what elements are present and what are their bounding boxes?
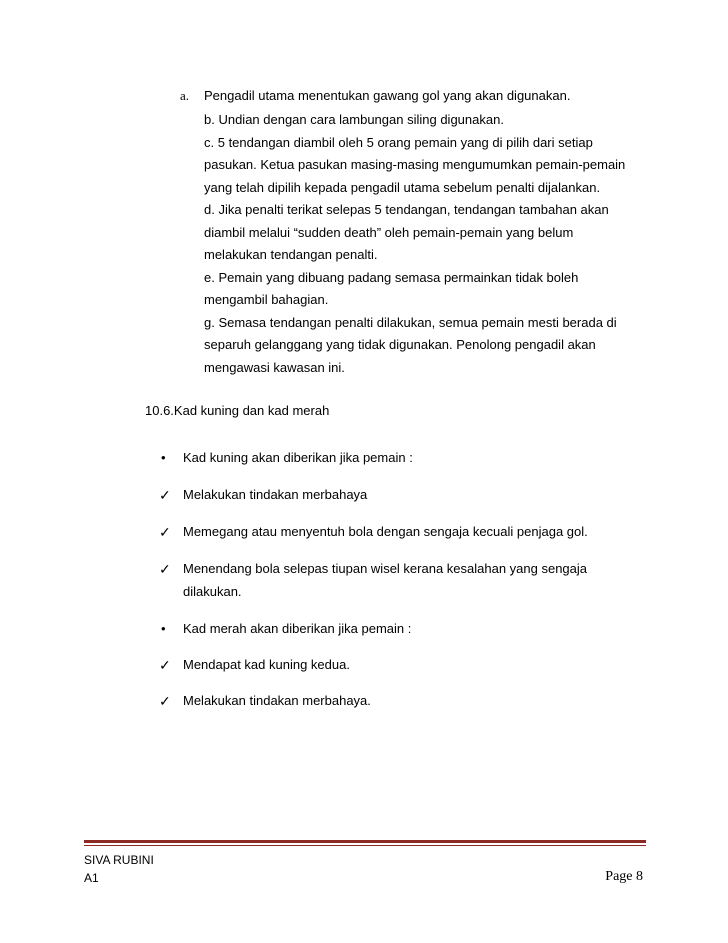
list-line: pasukan. Ketua pasukan masing-masing mengumumkan pemain-pemain [204, 157, 626, 172]
list-line: separuh gelanggang yang tidak digunakan. Penolong pengadil akan [204, 337, 596, 352]
list-line: d. Jika penalti terikat selepas 5 tendangan, tendangan tambahan akan [204, 202, 609, 217]
list-line: mengambil bahagian. [204, 292, 329, 307]
list-line: e. Pemain yang dibuang padang semasa permainkan tidak boleh [204, 270, 579, 285]
footer-author-name: SIVA RUBINI [84, 853, 154, 867]
list-line: c. 5 tendangan diambil oleh 5 orang pemain yang di pilih dari setiap [204, 135, 593, 150]
list-line: diambil melalui “sudden death” oleh pemain-pemain yang belum [204, 225, 574, 240]
list-line: g. Semasa tendangan penalti dilakukan, semua pemain mesti berada di [204, 315, 617, 330]
yellow-card-item: Melakukan tindakan merbahaya [183, 487, 368, 502]
section-heading: 10.6.Kad kuning dan kad merah [145, 403, 330, 418]
checkmark-icon: ✓ [159, 561, 171, 577]
page-number: Page 8 [605, 869, 643, 884]
yellow-card-intro: Kad kuning akan diberikan jika pemain : [183, 450, 413, 465]
footer-rule-thick [84, 840, 646, 843]
list-line: b. Undian dengan cara lambungan siling digunakan. [204, 112, 504, 127]
checkmark-icon: ✓ [159, 693, 171, 709]
checkmark-icon: ✓ [159, 657, 171, 673]
list-line-a: Pengadil utama menentukan gawang gol yang akan digunakan. [204, 88, 571, 103]
yellow-card-item-continued: dilakukan. [183, 584, 242, 599]
list-marker-a: a. [180, 88, 190, 103]
list-line: melakukan tendangan penalti. [204, 247, 378, 262]
list-line: yang telah dipilih kepada pengadil utama sebelum penalti dijalankan. [204, 180, 601, 195]
red-card-intro: Kad merah akan diberikan jika pemain : [183, 621, 412, 636]
footer-class: A1 [84, 871, 99, 885]
bullet-icon: • [161, 621, 166, 636]
footer-rule-thin [84, 845, 646, 846]
red-card-item: Melakukan tindakan merbahaya. [183, 693, 371, 708]
yellow-card-item: Menendang bola selepas tiupan wisel kerana kesalahan yang sengaja [183, 561, 588, 576]
list-line: mengawasi kawasan ini. [204, 360, 345, 375]
red-card-item: Mendapat kad kuning kedua. [183, 657, 350, 672]
checkmark-icon: ✓ [159, 524, 171, 540]
checkmark-icon: ✓ [159, 487, 171, 503]
yellow-card-item: Memegang atau menyentuh bola dengan sengaja kecuali penjaga gol. [183, 524, 588, 539]
bullet-icon: • [161, 450, 166, 465]
